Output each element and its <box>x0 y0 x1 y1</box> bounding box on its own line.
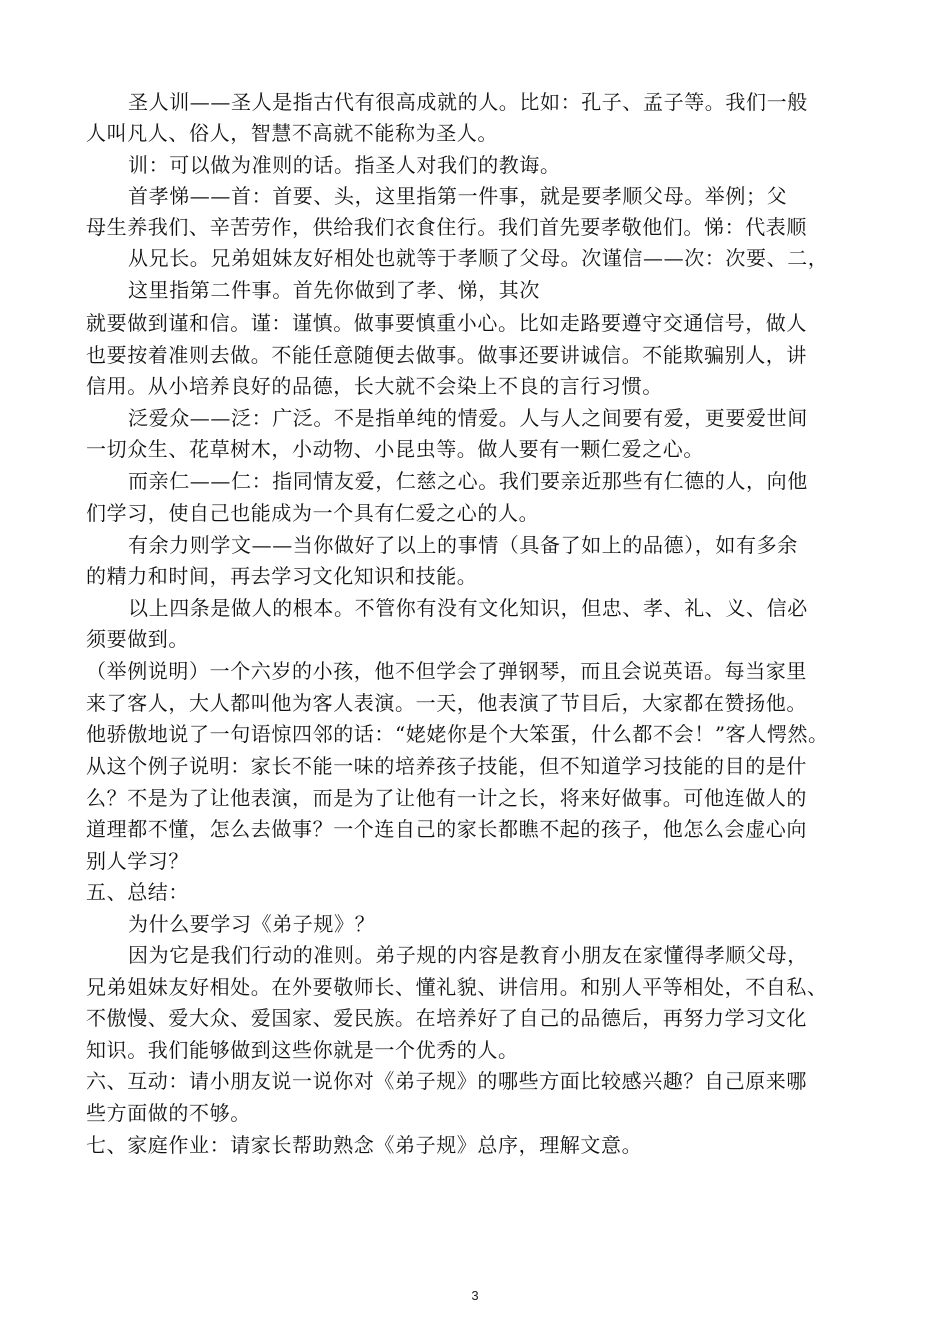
text-line: 从兄长。兄弟姐妹友好相处也就等于孝顺了父母。次谨信——次：次要、二， <box>128 246 829 270</box>
section-heading: 五、总结： <box>86 880 189 904</box>
text-line: 不傲慢、爱大众、爱国家、爱民族。在培养好了自己的品德后，再努力学习文化 <box>86 1006 807 1030</box>
text-line: 也要按着准则去做。不能任意随便去做事。做事还要讲诚信。不能欺骗别人，讲 <box>86 343 807 367</box>
text-line: 的精力和时间，再去学习文化知识和技能。 <box>86 564 478 588</box>
text-line: 来了客人，大人都叫他为客人表演。一天，他表演了节目后，大家都在赞扬他。 <box>86 691 807 715</box>
text-line: 须要做到。 <box>86 627 189 651</box>
text-line: 他骄傲地说了一句语惊四邻的话：“姥姥你是个大笨蛋，什么都不会！”客人愕然。 <box>86 722 829 746</box>
section-heading: 七、家庭作业：请家长帮助熟念《弟子规》总序，理解文意。 <box>86 1133 643 1157</box>
text-line: 母生养我们、辛苦劳作，供给我们衣食住行。我们首先要孝敬他们。悌：代表顺 <box>86 215 807 239</box>
text-line: 别人学习？ <box>86 849 189 873</box>
text-line: 泛爱众——泛：广泛。不是指单纯的情爱。人与人之间要有爱，更要爱世间 <box>128 406 808 430</box>
text-line: 些方面做的不够。 <box>86 1101 251 1125</box>
text-line: 道理都不懂，怎么去做事？一个连自己的家长都瞧不起的孩子，他怎么会虚心向 <box>86 817 807 841</box>
text-line: 从这个例子说明：家长不能一味的培养孩子技能，但不知道学习技能的目的是什 <box>86 754 807 778</box>
text-line: 一切众生、花草树木，小动物、小昆虫等。做人要有一颗仁爱之心。 <box>86 437 704 461</box>
text-line: 人叫凡人、俗人，智慧不高就不能称为圣人。 <box>86 121 498 145</box>
text-line: （举例说明）一个六岁的小孩，他不但学会了弹钢琴，而且会说英语。每当家里 <box>86 659 807 683</box>
text-line: 为什么要学习《弟子规》？ <box>128 912 376 936</box>
text-line: 么？不是为了让他表演，而是为了让他有一计之长，将来好做事。可他连做人的 <box>86 786 807 810</box>
text-line: 知识。我们能够做到这些你就是一个优秀的人。 <box>86 1038 519 1062</box>
section-heading: 六、互动：请小朋友说一说你对《弟子规》的哪些方面比较感兴趣？自己原来哪 <box>86 1069 807 1093</box>
text-line: 们学习，使自己也能成为一个具有仁爱之心的人。 <box>86 501 540 525</box>
text-line: 首孝悌——首：首要、头，这里指第一件事，就是要孝顺父母。举例；父 <box>128 184 788 208</box>
text-line: 信用。从小培养良好的品德，长大就不会染上不良的言行习惯。 <box>86 374 663 398</box>
text-line: 因为它是我们行动的准则。弟子规的内容是教育小朋友在家懂得孝顺父母， <box>128 943 808 967</box>
text-line: 而亲仁——仁：指同情友爱，仁慈之心。我们要亲近那些有仁德的人，向他 <box>128 469 808 493</box>
text-line: 有余力则学文——当你做好了以上的事情（具备了如上的品德），如有多余 <box>128 533 798 557</box>
text-line: 训：可以做为准则的话。指圣人对我们的教诲。 <box>128 153 561 177</box>
text-line: 以上四条是做人的根本。不管你有没有文化知识，但忠、孝、礼、义、信必 <box>128 596 808 620</box>
text-line: 就要做到谨和信。谨：谨慎。做事要慎重小心。比如走路要遵守交通信号，做人 <box>86 311 807 335</box>
text-line: 兄弟姐妹友好相处。在外要敬师长、懂礼貌、讲信用。和别人平等相处，不自私、 <box>86 975 828 999</box>
page-number: 3 <box>471 1288 479 1303</box>
text-line: 这里指第二件事。首先你做到了孝、悌，其次 <box>128 278 540 302</box>
text-line: 圣人训——圣人是指古代有很高成就的人。比如：孔子、孟子等。我们一般 <box>128 90 808 114</box>
